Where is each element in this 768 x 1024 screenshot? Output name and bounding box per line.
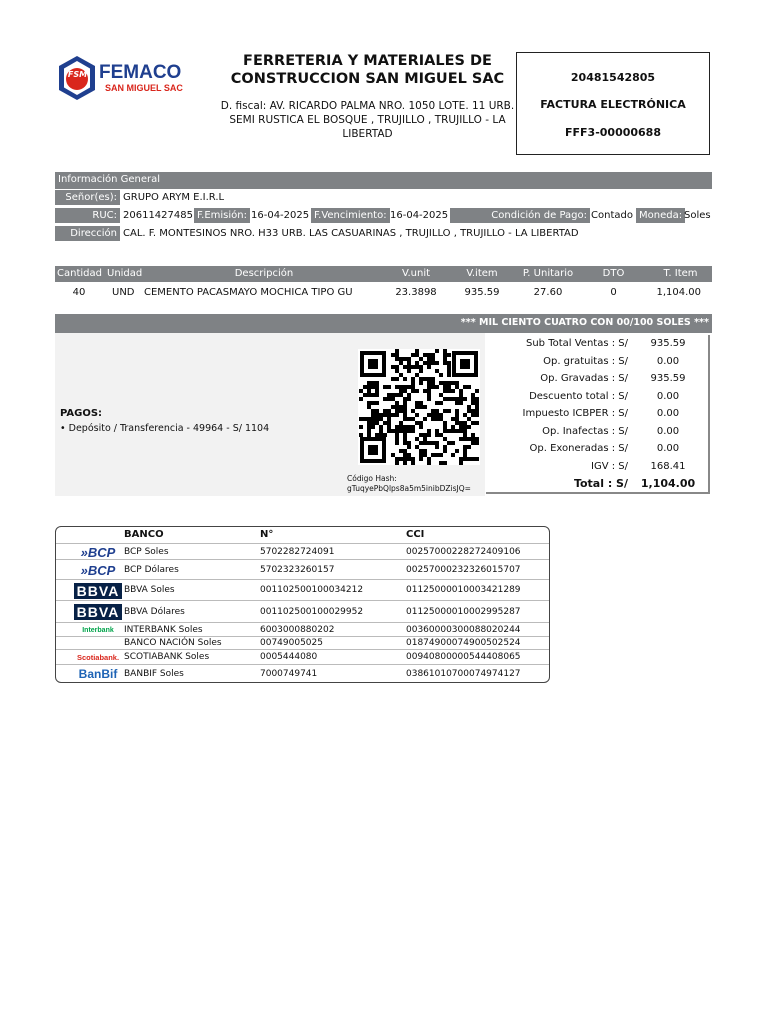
bank-logo-text: »BCP [80,562,116,578]
item-unit: UND [112,287,135,298]
item-qty: 40 [72,287,86,298]
client-ruc: 20611427485 [123,210,193,221]
total-value: 0.00 [656,408,680,419]
total-label: Impuesto ICBPER : S/ [522,408,628,419]
items-header [55,266,712,282]
bank-name: BCP Dólares [124,564,179,575]
bank-cci: 00257000228272409106 [406,546,521,557]
total-label: IGV : S/ [591,460,628,472]
client-name: GRUPO ARYM E.I.R.L [123,192,225,203]
bank-col-banco: BANCO [124,529,164,540]
payments-line: • Depósito / Transferencia - 49964 - S/ 1104 [60,423,270,434]
client-name-label: Señor(es): [55,190,120,205]
table-row [55,285,712,301]
bank-col-numero: N° [260,529,274,540]
bank-accounts-table [55,526,550,683]
bank-name: BBVA Soles [124,585,175,595]
currency-label: Moneda: [636,208,685,223]
document-box [516,52,710,155]
bank-name: INTERBANK Soles [124,624,203,635]
bank-logo-icon [73,650,123,665]
col-cantidad: Cantidad [57,268,102,279]
bank-logo-text: BBVA [74,583,123,599]
bank-row [56,543,549,560]
item-description: CEMENTO PACASMAYO MOCHICA TIPO GU [144,287,353,298]
issue-date: 16-04-2025 [251,210,310,221]
bank-logo-text: BBVA [74,604,123,620]
bank-logo-text: Interbank [82,626,114,634]
total-label: Op. Inafectas : S/ [542,425,628,437]
col-descripcion: Descripción [234,268,294,279]
bank-cci: 00257000232326015707 [406,564,521,575]
bank-account-number: 001102500100034212 [260,585,364,595]
bank-row [56,579,549,601]
client-ruc-label: RUC: [55,208,120,223]
currency: Soles [684,210,711,221]
bank-row [56,636,549,650]
general-info-header [55,172,712,189]
client-address: CAL. F. MONTESINOS NRO. H33 URB. LAS CASUARINAS , TRUJILLO , TRUJILLO - LA LIBERTAD [123,228,579,239]
bank-logo-text: Scotiabank. [76,653,120,662]
logo-monogram: FSM [67,70,88,79]
total-value: 1,104.00 [640,477,696,490]
client-address-label: Dirección [55,226,120,241]
total-value: 168.41 [650,460,686,472]
item-dto: 0 [610,287,617,298]
bank-cci: 01874900074900502524 [406,638,521,648]
total-label: Op. Gravadas : S/ [540,373,628,384]
total-value: 0.00 [656,390,680,402]
hash-label: Código Hash: [347,474,397,483]
bank-name: SCOTIABANK Soles [124,652,210,662]
company-name: FERRETERIA Y MATERIALES DE CONSTRUCCION SAN MIGUEL SAC [230,53,505,87]
col-dto: DTO [602,268,625,279]
total-value: 0.00 [656,425,680,437]
total-label: Sub Total Ventas : S/ [525,338,628,349]
company-address: D. fiscal: AV. RICARDO PALMA NRO. 1050 LOTE. 11 URB. SEMI RUSTICA EL BOSQUE , TRUJILLO , TRUJILLO - LA LIBERTAD [220,100,515,140]
bank-account-number: 5702323260157 [260,564,335,575]
item-punitario: 27.60 [533,287,563,298]
due-date: 16-04-2025 [390,210,449,221]
bank-row [56,559,549,580]
bank-cci: 01125000010003421289 [406,585,521,595]
bank-account-number: 0005444080 [260,652,318,662]
item-total: 1,104.00 [656,287,701,298]
item-vitem: 935.59 [464,287,500,298]
bank-logo-icon [73,601,123,623]
total-value: 935.59 [650,338,686,349]
logo-subname: SAN MIGUEL SAC [105,83,183,93]
bank-account-number: 00749005025 [260,638,323,648]
bank-row [56,600,549,623]
amount-in-words: *** MIL CIENTO CUATRO CON 00/100 SOLES *** [460,317,709,328]
bank-name: BCP Soles [124,546,169,557]
amount-words-bar [55,314,712,333]
bank-cci: 00940800000544408065 [406,652,521,662]
qr-code-icon [358,349,480,465]
bank-col-cci: CCI [406,529,425,540]
bank-logo-icon [73,665,123,683]
bank-name: BANCO NACIÓN Soles [124,638,222,648]
col-titem: T. Item [663,268,698,279]
due-date-label: F.Vencimiento: [311,208,390,223]
total-label: Total : S/ [573,477,628,490]
document-number: FFF3-00000688 [565,126,661,139]
col-vitem: V.item [466,268,498,279]
logo-name: FEMACO [99,62,182,83]
bank-name: BANBIF Soles [124,668,184,679]
hash-value: gTuqyePbQlps8a5m5inibDZisJQ= [347,484,471,493]
bank-cci: 01125000010002995287 [406,606,521,617]
bank-logo-text: »BCP [80,544,116,560]
total-label: Op. Exoneradas : S/ [529,443,628,454]
payment-condition-label: Condición de Pago: [450,208,590,223]
general-info-title: Información General [58,174,161,185]
document-type: FACTURA ELECTRÓNICA [540,98,686,111]
total-value: 0.00 [656,355,680,367]
bank-name: BBVA Dólares [124,606,185,617]
bank-logo-icon [73,544,123,560]
bank-cci: 00360000300088020244 [406,624,521,635]
total-value: 935.59 [650,373,686,384]
payments-title: PAGOS: [60,408,103,419]
payment-condition: Contado [591,210,633,221]
bank-logo-icon [73,580,123,601]
col-vunit: V.unit [401,268,431,279]
bank-account-number: 6003000880202 [260,624,335,635]
bank-row [56,664,549,683]
totals-box [486,335,710,494]
issue-date-label: F.Emisión: [194,208,250,223]
total-label: Op. gratuitas : S/ [543,355,628,367]
bank-account-number: 001102500100029952 [260,606,364,617]
issuer-ruc: 20481542805 [570,71,656,84]
item-vunit: 23.3898 [395,287,437,298]
bank-logo-icon [73,623,123,637]
company-logo [55,54,195,104]
bank-account-number: 5702282724091 [260,546,335,557]
bank-row [56,649,549,665]
col-punitario: P. Unitario [522,268,574,279]
bank-logo-text: BanBif [78,667,118,681]
total-value: 0.00 [656,443,680,454]
total-label: Descuento total : S/ [529,390,628,402]
bank-account-number: 7000749741 [260,668,318,679]
bank-logo-icon [73,560,123,580]
bank-row [56,622,549,637]
bank-cci: 03861010700074974127 [406,668,521,679]
col-unidad: Unidad [107,268,143,279]
